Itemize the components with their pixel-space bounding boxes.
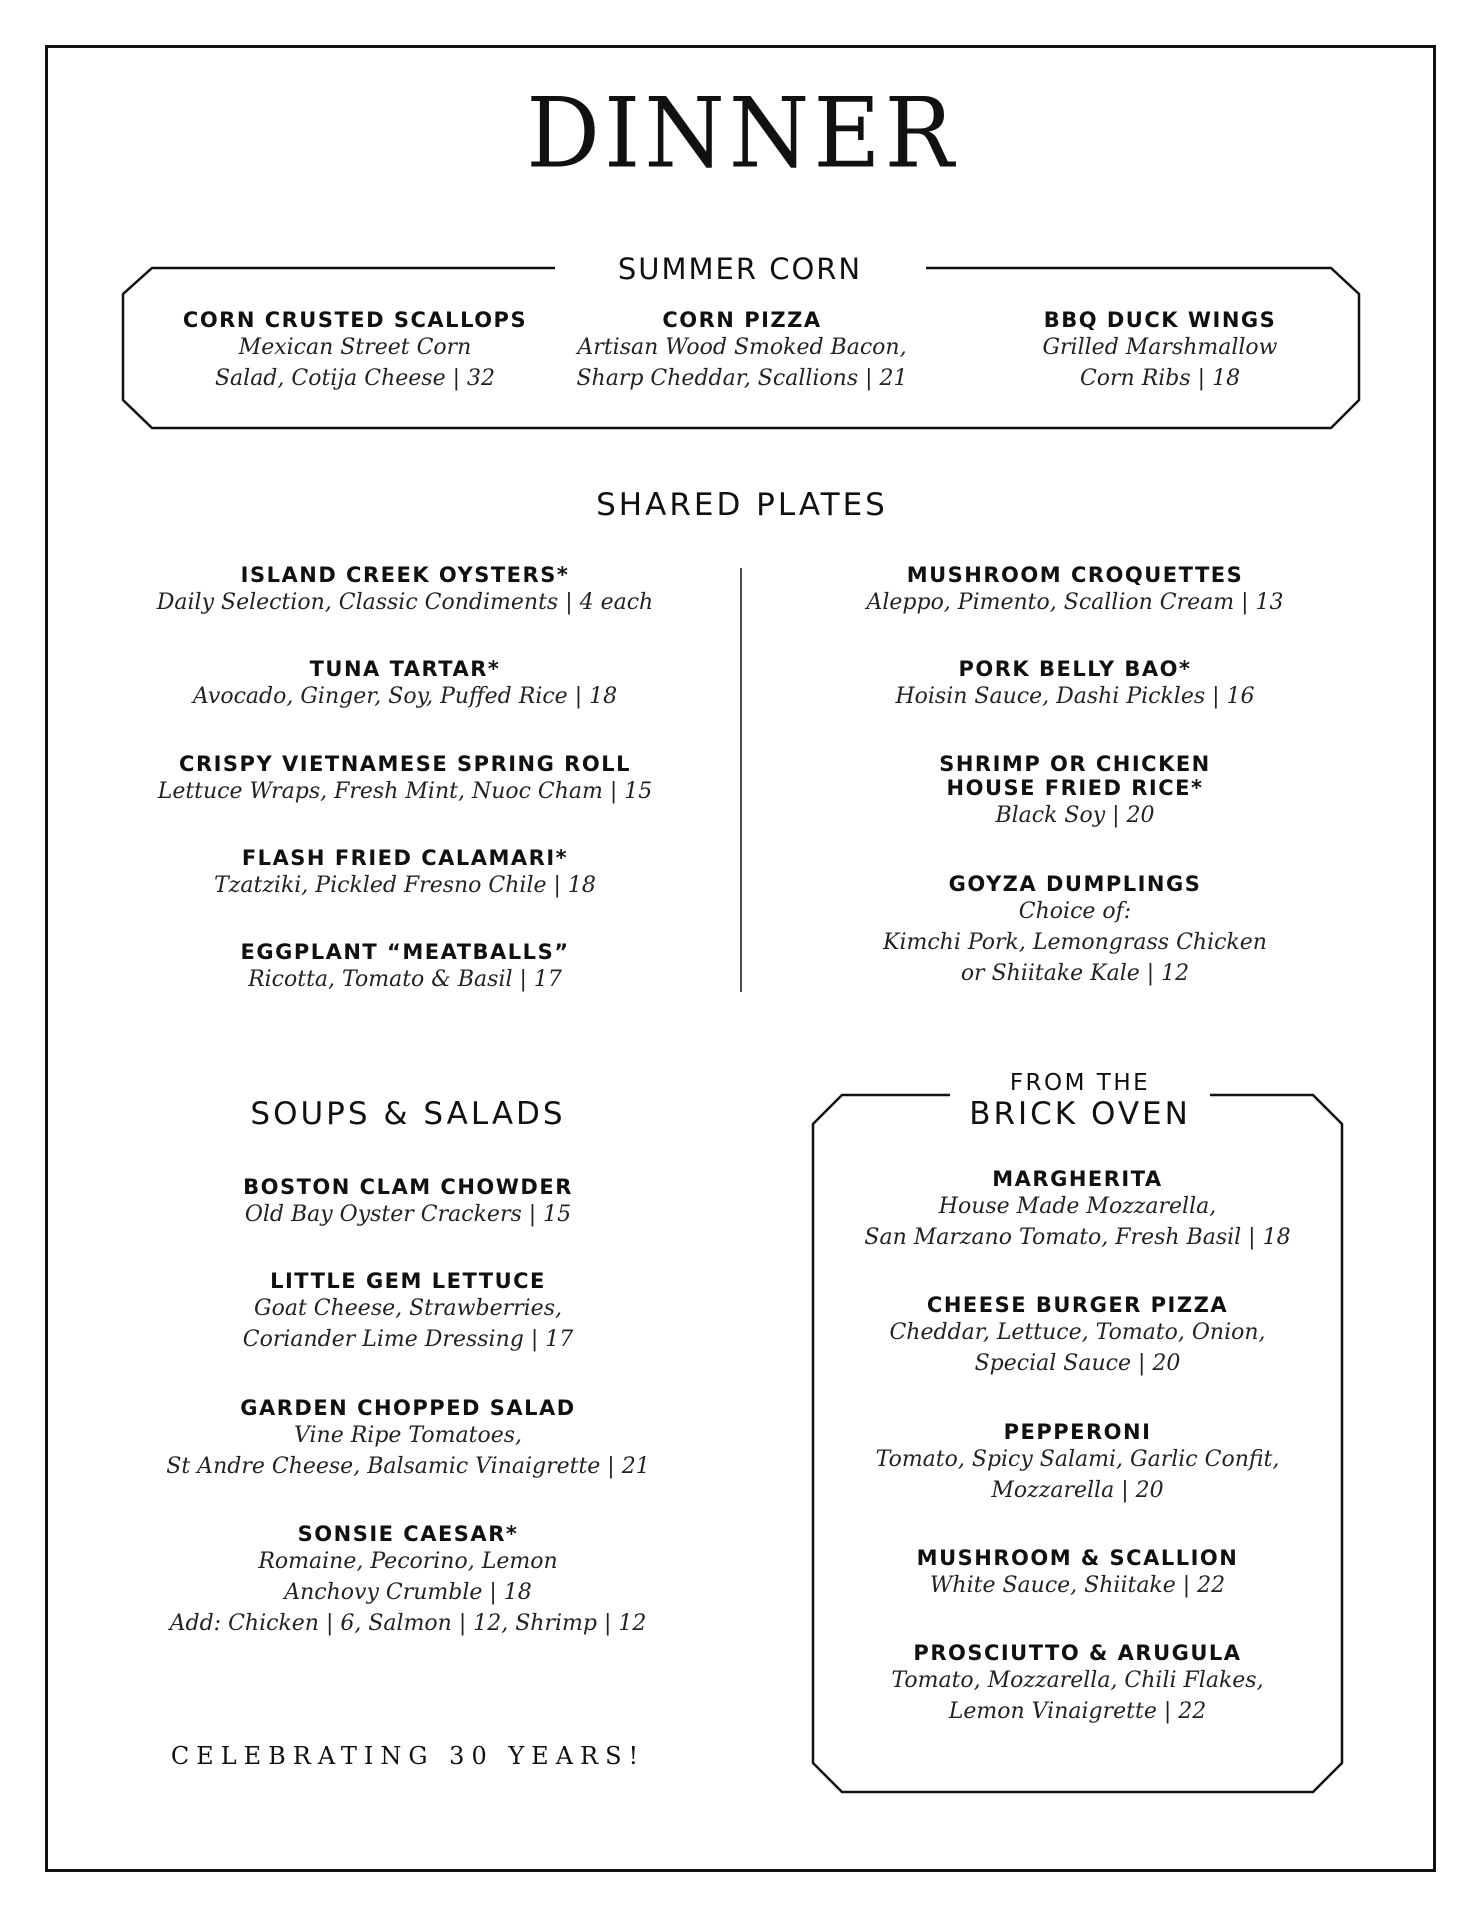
item-desc: San Marzano Tomato, Fresh Basil | 18 (864, 1225, 1291, 1250)
item-desc: St Andre Cheese, Balsamic Vinaigrette | 21 (166, 1454, 650, 1479)
item-name: PROSCIUTTO & ARUGULA (913, 1641, 1242, 1665)
soups-item-1 (150, 1175, 666, 1230)
summer-corn-item-3 (1000, 308, 1320, 394)
item-desc: Choice of: (1018, 899, 1132, 924)
item-desc: Grilled Marshmallow (1042, 335, 1278, 360)
item-desc: Lemon Vinaigrette | 22 (948, 1699, 1207, 1724)
item-desc: Old Bay Oyster Crackers | 15 (244, 1202, 572, 1227)
item-desc: Coriander Lime Dressing | 17 (242, 1327, 574, 1352)
item-desc: Corn Ribs | 18 (1079, 366, 1241, 391)
item-desc: Kimchi Pork, Lemongrass Chicken (883, 930, 1267, 955)
item-desc: Anchovy Crumble | 18 (284, 1580, 532, 1605)
item-name: MUSHROOM CROQUETTES (906, 563, 1244, 587)
summer-corn-item-1 (175, 308, 535, 394)
brick-oven-item-1 (840, 1167, 1315, 1253)
item-name: GARDEN CHOPPED SALAD (240, 1396, 576, 1420)
item-desc: Aleppo, Pimento, Scallion Cream | 13 (866, 590, 1284, 615)
item-desc: Tomato, Spicy Salami, Garlic Confit, (875, 1447, 1280, 1472)
celebrating-footer: CELEBRATING 30 YEARS! (170, 1742, 646, 1770)
item-name: PEPPERONI (1003, 1420, 1152, 1444)
shared-left-item-5 (150, 940, 660, 995)
item-desc: Black Soy | 20 (995, 803, 1155, 828)
item-desc: White Sauce, Shiitake | 22 (929, 1573, 1226, 1598)
soups-item-4 (150, 1522, 666, 1639)
shared-left-item-4 (150, 846, 660, 901)
summer-corn-item-2 (560, 308, 924, 394)
item-name: SHRIMP OR CHICKEN (939, 752, 1211, 776)
shared-plates-heading: SHARED PLATES (596, 487, 888, 523)
item-name: PORK BELLY BAO* (958, 657, 1192, 681)
item-desc: Goat Cheese, Strawberries, (254, 1296, 562, 1321)
item-desc: Special Sauce | 20 (974, 1351, 1181, 1376)
item-desc: Add: Chicken | 6, Salmon | 12, Shrimp | 12 (169, 1611, 647, 1636)
brick-oven-item-2 (840, 1293, 1315, 1379)
shared-left-item-3 (150, 752, 660, 807)
item-desc: or Shiitake Kale | 12 (960, 961, 1190, 986)
item-desc: Mexican Street Corn (238, 335, 472, 360)
item-name: BBQ DUCK WINGS (1043, 308, 1277, 332)
item-name: TUNA TARTAR* (309, 657, 501, 681)
soups-item-3 (150, 1396, 666, 1482)
item-name: FLASH FRIED CALAMARI* (241, 846, 569, 870)
item-desc: Vine Ripe Tomatoes, (294, 1423, 522, 1448)
brick-oven-heading-large: BRICK OVEN (969, 1096, 1191, 1132)
item-desc: Tomato, Mozzarella, Chili Flakes, (891, 1668, 1264, 1693)
item-name: MARGHERITA (992, 1167, 1163, 1191)
brick-oven-item-4 (840, 1546, 1315, 1601)
summer-corn-heading: SUMMER CORN (617, 252, 863, 286)
item-desc: Mozzarella | 20 (991, 1478, 1164, 1503)
item-desc: Cheddar, Lettuce, Tomato, Onion, (889, 1320, 1266, 1345)
item-desc: Romaine, Pecorino, Lemon (258, 1549, 558, 1574)
item-name: CRISPY VIETNAMESE SPRING ROLL (179, 752, 631, 776)
item-desc: Ricotta, Tomato & Basil | 17 (248, 967, 562, 992)
shared-right-item-3 (840, 752, 1310, 831)
item-name: LITTLE GEM LETTUCE (270, 1269, 546, 1293)
item-name: CHEESE BURGER PIZZA (926, 1293, 1229, 1317)
item-desc: Hoisin Sauce, Dashi Pickles | 16 (895, 684, 1255, 709)
soups-item-2 (150, 1269, 666, 1355)
soups-salads-heading: SOUPS & SALADS (250, 1096, 566, 1132)
item-desc: Sharp Cheddar, Scallions | 21 (576, 366, 908, 391)
item-desc: House Made Mozzarella, (938, 1194, 1217, 1219)
item-desc: Salad, Cotija Cheese | 32 (214, 366, 496, 391)
item-name: GOYZA DUMPLINGS (948, 872, 1202, 896)
item-name: ISLAND CREEK OYSTERS* (240, 563, 570, 587)
item-desc: Lettuce Wraps, Fresh Mint, Nuoc Cham | 15 (157, 779, 653, 804)
item-desc: Artisan Wood Smoked Bacon, (577, 335, 907, 360)
item-name: BOSTON CLAM CHOWDER (243, 1175, 573, 1199)
item-name: CORN CRUSTED SCALLOPS (182, 308, 528, 332)
brick-oven-item-5 (840, 1641, 1315, 1727)
item-name: CORN PIZZA (662, 308, 822, 332)
brick-oven-heading-small: FROM THE (1009, 1070, 1151, 1096)
shared-right-item-2 (840, 657, 1310, 712)
brick-oven-item-3 (840, 1420, 1315, 1506)
item-desc: Daily Selection, Classic Condiments | 4 each (156, 590, 654, 615)
item-desc: Tzatziki, Pickled Fresno Chile | 18 (214, 873, 596, 898)
shared-left-item-2 (150, 657, 660, 712)
item-name: HOUSE FRIED RICE* (946, 776, 1204, 800)
item-name: MUSHROOM & SCALLION (916, 1546, 1239, 1570)
item-name: EGGPLANT “MEATBALLS” (240, 940, 570, 964)
menu-title: DINNER (526, 77, 958, 190)
shared-right-item-1 (840, 563, 1310, 618)
shared-right-item-4 (840, 872, 1310, 989)
shared-left-item-1 (150, 563, 660, 618)
item-desc: Avocado, Ginger, Soy, Puffed Rice | 18 (192, 684, 618, 709)
item-name: SONSIE CAESAR* (297, 1522, 519, 1546)
